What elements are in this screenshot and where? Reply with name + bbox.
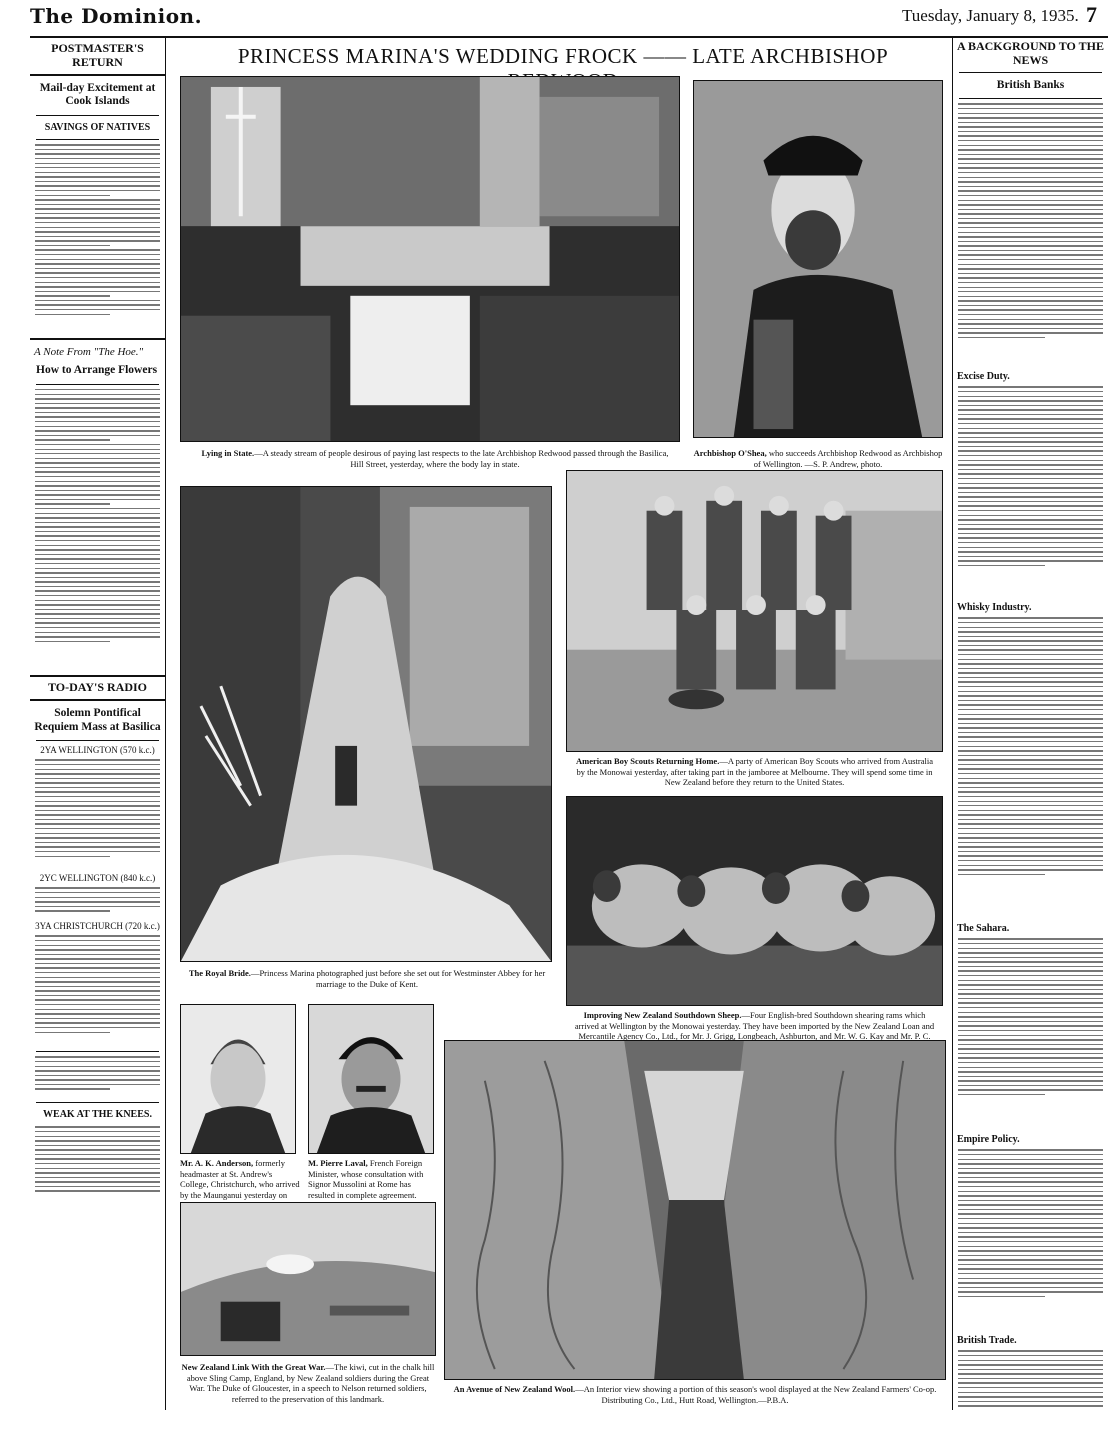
photo-archbishop: [693, 80, 943, 438]
article-body-excise: [958, 386, 1103, 596]
caption-lying-in-state-text: —A steady stream of people desirous of paying last respects to the late Archbishop Redwood passed through the Basilica, Hill Street, yesterday, where the body lay in state.: [254, 448, 669, 469]
archbishop-portrait-image: [694, 81, 942, 437]
caption-archbishop: [693, 448, 943, 469]
photo-laval: [308, 1004, 434, 1154]
divider: [959, 72, 1102, 73]
subhead-british-trade: British Trade.: [957, 1335, 1017, 1347]
caption-royal-bride-text: —Princess Marina photographed just before she set out for Westminster Abbey for her marriage to the Duke of Kent.: [250, 968, 546, 989]
photo-lying-in-state: [180, 76, 680, 442]
caption-boy-scouts-text: —A party of American Boy Scouts who arrived from Australia by the Monowai yesterday, after taking part in the jamboree at Melbourne. They will spend some time in New Zealand before they return to the United States.: [576, 756, 933, 788]
radio-listing-3ya: [35, 935, 160, 1047]
article-body-banks: [958, 103, 1103, 365]
caption-laval-text: French Foreign Minister, whose consultation with Signor Mussolini at Rome has resulted in complete agreement.: [308, 1158, 424, 1200]
page-number: 7: [1086, 2, 1097, 27]
caption-anderson-text: formerly headmaster at St. Andrew's College, Christchurch, who arrived by the Maunganui yesterday on: [180, 1158, 300, 1200]
subhead-excise-duty: Excise Duty.: [957, 371, 1010, 383]
photo-royal-bride: [180, 486, 552, 962]
royal-bride-image: [181, 487, 551, 961]
caption-kiwi-title: New Zealand Link With the Great War.: [181, 1362, 326, 1372]
radio-headline: Solemn Pontifical Requiem Mass at Basilica: [34, 706, 161, 733]
photo-kiwi-chalk-hill: [180, 1202, 436, 1356]
divider: [36, 1051, 159, 1052]
section-title-postmaster: POSTMASTER'S RETURN: [51, 41, 144, 69]
caption-boy-scouts: [572, 756, 937, 788]
divider: [36, 384, 159, 385]
article-title-mail-day: Mail-day Excitement at Cook Islands: [39, 81, 156, 108]
subhead-empire-policy: Empire Policy.: [957, 1134, 1020, 1146]
photo-anderson: [180, 1004, 296, 1154]
southdown-sheep-image: [567, 797, 942, 1005]
paper-name: The Dominion.: [30, 4, 203, 28]
caption-southdown-sheep-title: Improving New Zealand Southdown Sheep.: [583, 1010, 742, 1020]
caption-archbishop-title: Archbishop O'Shea,: [693, 448, 767, 458]
photo-southdown-sheep: [566, 796, 943, 1006]
divider: [959, 98, 1102, 99]
radio-station-2yc: 2YC WELLINGTON (840 k.c.): [39, 873, 156, 884]
divider: [36, 115, 159, 116]
radio-listing-2yc: [35, 887, 160, 917]
radio-listing-2ya: [35, 759, 160, 869]
article-body-trade: [958, 1350, 1103, 1410]
right-column: [952, 38, 1108, 1410]
photo-boy-scouts: [566, 470, 943, 752]
article-body-sahara: [958, 938, 1103, 1128]
divider: [30, 338, 165, 340]
page-headline: PRINCESS MARINA'S WEDDING FROCK —— LATE ARCHBISHOP: [237, 44, 889, 68]
section-title-radio: TO-DAY'S RADIO: [47, 679, 148, 694]
caption-laval: [308, 1158, 434, 1201]
radio-station-2ya: 2YA WELLINGTON (570 k.c.): [40, 745, 155, 756]
caption-wool-text: —An Interior view showing a portion of this season's wool displayed at the New Zealand Farmers' Co-op. Distributing Co., Ltd., Hutt Road, Wellington.—P.B.A.: [575, 1384, 937, 1405]
divider: [36, 139, 159, 140]
note-kicker: A Note From "The Hoe.": [34, 346, 144, 359]
caption-wool-title: An Avenue of New Zealand Wool.: [453, 1384, 576, 1394]
subhead-sahara: The Sahara.: [957, 923, 1010, 935]
advert-body: [35, 1126, 160, 1206]
photo-wool-avenue: [444, 1040, 946, 1380]
boy-scouts-image: [567, 471, 942, 751]
caption-boy-scouts-title: American Boy Scouts Returning Home.: [576, 756, 720, 766]
advert-title: WEAK AT THE KNEES.: [43, 1109, 152, 1121]
kiwi-chalk-hill-image: [181, 1203, 435, 1355]
laval-portrait-image: [309, 1005, 433, 1153]
divider: [30, 699, 165, 701]
article-subtitle-savings: SAVINGS OF NATIVES: [44, 122, 151, 134]
caption-royal-bride-title: The Royal Bride.: [188, 968, 251, 978]
caption-laval-title: M. Pierre Laval,: [308, 1158, 368, 1168]
wool-avenue-image: [445, 1041, 945, 1379]
caption-kiwi: [180, 1362, 436, 1405]
bench-item-body: [35, 1056, 160, 1098]
issue-date: Tuesday, January 8, 1935.: [902, 6, 1079, 25]
article-title-british-banks: British Banks: [996, 78, 1065, 91]
basilica-interior-image: [181, 77, 679, 441]
caption-anderson-title: Mr. A. K. Anderson,: [180, 1158, 254, 1168]
article-body-whisky: [958, 617, 1103, 917]
divider: [36, 740, 159, 741]
divider: [30, 74, 165, 76]
divider: [30, 675, 165, 677]
subhead-whisky: Whisky Industry.: [957, 602, 1032, 614]
article-body-mail-day: [35, 144, 160, 334]
section-title-background: A BACKGROUND TO THE NEWS: [956, 39, 1105, 67]
caption-kiwi-text: —The kiwi, cut in the chalk hill above Sling Camp, England, by New Zealand soldiers during the Great War. The Duke of Gloucester, in a speech to Nelson returned soldiers, referred to the preservation of this landmark.: [186, 1362, 435, 1404]
anderson-portrait-image: [181, 1005, 295, 1153]
left-column: [30, 38, 166, 1410]
radio-station-3ya: 3YA CHRISTCHURCH (720 k.c.): [35, 921, 160, 932]
caption-archbishop-text: who succeeds Archbishop Redwood as Archbishop of Wellington. —S. P. Andrew, photo.: [753, 448, 943, 469]
article-title-flowers: How to Arrange Flowers: [36, 364, 158, 377]
caption-southdown-sheep-text: —Four English-bred Southdown shearing rams which arrived at Wellington by the Monowai yesterday. They have been imported by the New Zealand Loan and Mercantile Agency Co., Ltd., for Mr. J. Grigg, Longbeach, Ashburton, and Mr. W. G. Kay and Mr. P. C.: [574, 1010, 935, 1042]
divider: [36, 1102, 159, 1103]
masthead: [30, 0, 1108, 38]
article-body-empire: [958, 1149, 1103, 1329]
caption-wool: [444, 1384, 946, 1405]
caption-royal-bride: [186, 968, 548, 989]
caption-lying-in-state: [200, 448, 670, 469]
article-body-flowers: [35, 389, 160, 671]
caption-lying-in-state-title: Lying in State.: [201, 448, 255, 458]
